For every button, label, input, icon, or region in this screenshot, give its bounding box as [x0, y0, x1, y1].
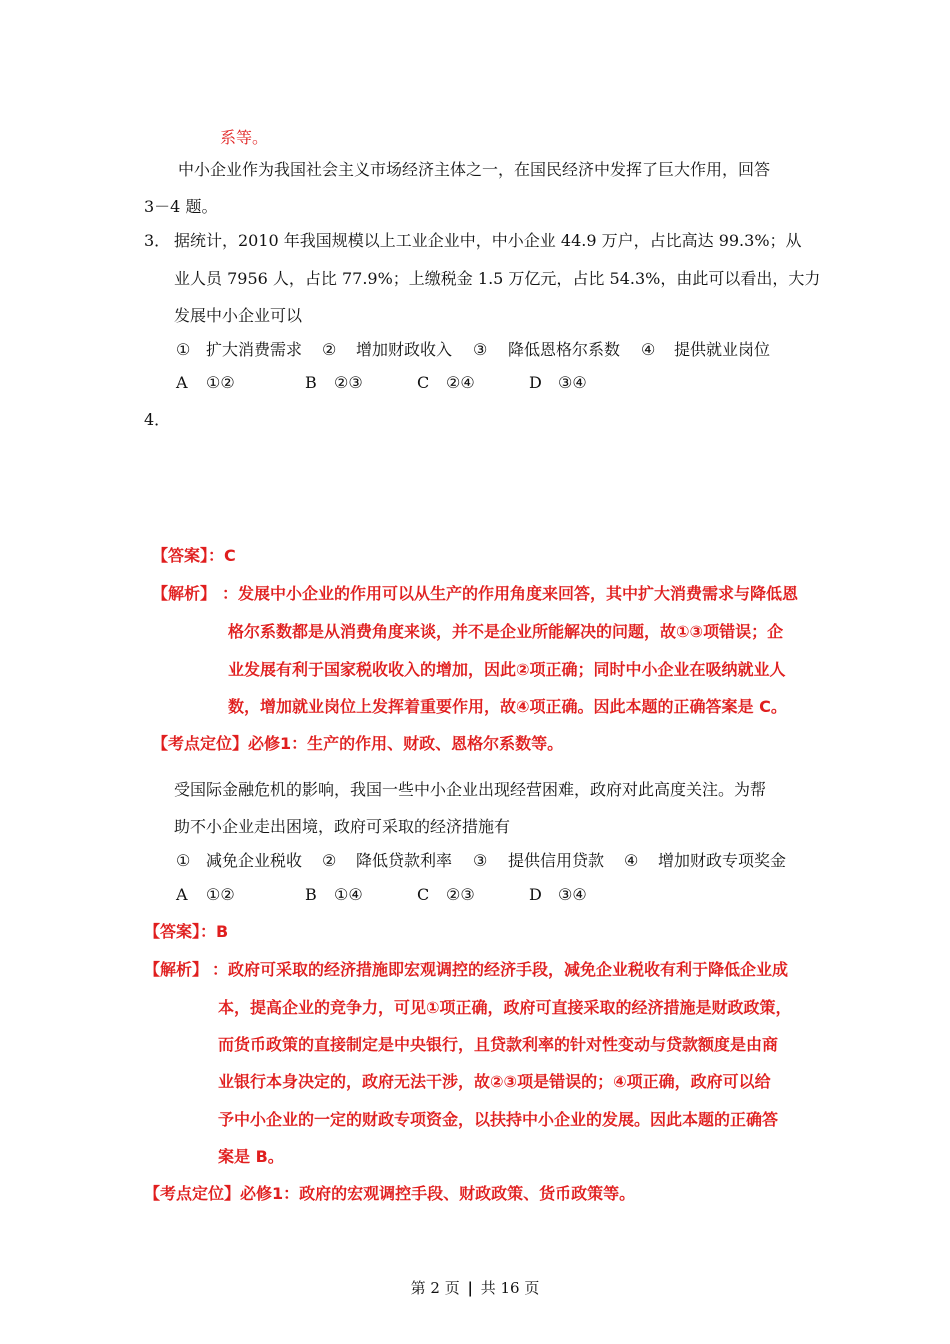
q4-exam-point [144, 1184, 635, 1204]
continued-text-fragment: 系等。 [220, 128, 269, 147]
q4-option-c-value: ②③ [446, 885, 475, 904]
q3-analysis-label: 【解析】 [152, 584, 217, 603]
q3-analysis-line-2: 格尔系数都是从消费角度来谈，并不是企业所能解决的问题，故①③项错误；企 [228, 622, 784, 641]
q4-item-4-text: 增加财政专项奖金 [658, 851, 787, 870]
q4-analysis-label: 【解析】 [144, 960, 209, 979]
q4-analysis-line-2: 本，提高企业的竞争力，可见①项正确，政府可直接采取的经济措施是财政政策， [218, 998, 792, 1017]
q4-item-4-mark: ④ [624, 851, 639, 870]
question-3-stem-line-2: 业人员 7956 人，占比 77.9%；上缴税金 1.5 万亿元，占比 54.3%，由此可以看出，大力 [174, 269, 821, 288]
question-3-stem-line-3: 发展中小企业可以 [174, 306, 303, 325]
q4-exam-point-label: 【考点定位】 [144, 1184, 241, 1203]
page-footer [0, 1278, 950, 1298]
q4-analysis-line-5: 予中小企业的一定的财政专项资金，以扶持中小企业的发展。因此本题的正确答 [218, 1110, 779, 1129]
q3-item-4-mark: ④ [641, 340, 656, 359]
q4-answer [144, 922, 228, 942]
q4-option-d-value: ③④ [558, 885, 587, 904]
question-3-number: 3． [144, 231, 171, 250]
q4-option-b-letter: B [305, 885, 317, 904]
footer-separator: | [467, 1279, 473, 1297]
q4-option-a-value: ①② [206, 885, 235, 904]
q4-option-c-letter: C [417, 885, 430, 904]
q4-item-1-mark: ① [176, 851, 191, 870]
q3-option-d-value: ③④ [558, 373, 587, 392]
q3-item-2-text: 增加财政收入 [356, 340, 453, 359]
q3-item-3-text: 降低恩格尔系数 [508, 340, 621, 359]
q4-analysis-line-1: ：政府可采取的经济措施即宏观调控的经济手段，减免企业税收有利于降低企业成 [212, 960, 789, 979]
q3-option-b-value: ②③ [334, 373, 363, 392]
q4-exam-point-text: 必修1：政府的宏观调控手段、财政政策、货币政策等。 [240, 1184, 636, 1203]
q3-item-3-mark: ③ [473, 340, 488, 359]
q3-item-4-text: 提供就业岗位 [674, 340, 771, 359]
q3-option-c-letter: C [417, 373, 430, 392]
q4-option-b-value: ①④ [334, 885, 363, 904]
question-4-stem-line-2: 助不小企业走出困境，政府可采取的经济措施有 [174, 817, 511, 836]
q3-option-a-value: ①② [206, 373, 235, 392]
q3-option-a-letter: A [176, 373, 188, 392]
q4-answer-value: ：B [200, 922, 229, 941]
q4-answer-label: 【答案】 [144, 922, 201, 941]
q4-option-a-letter: A [176, 885, 188, 904]
intro-line-2: 3－4 题。 [144, 197, 218, 216]
q3-option-b-letter: B [305, 373, 317, 392]
intro-line-1: 中小企业作为我国社会主义市场经济主体之一，在国民经济中发挥了巨大作用，回答 [178, 160, 771, 179]
q4-item-3-text: 提供信用贷款 [508, 851, 605, 870]
q3-answer [152, 546, 236, 566]
q4-item-1-text: 减免企业税收 [206, 851, 303, 870]
q3-analysis-line-1: ：发展中小企业的作用可以从生产的作用角度来回答，其中扩大消费需求与降低恩 [222, 584, 799, 603]
q3-item-1-text: 扩大消费需求 [206, 340, 303, 359]
q4-option-d-letter: D [529, 885, 542, 904]
q4-analysis-line-4: 业银行本身决定的，政府无法干涉，故②③项是错误的；④项正确，政府可以给 [218, 1072, 771, 1091]
q3-exam-point-label: 【考点定位】 [152, 734, 249, 753]
footer-page-number: 第 2 页 [410, 1279, 460, 1297]
q3-answer-value: ：C [208, 546, 236, 565]
question-3-stem-line-1: 据统计，2010 年我国规模以上工业企业中，中小企业 44.9 万户，占比高达 99.3%；从 [174, 231, 802, 250]
footer-total-pages: 共 16 页 [480, 1279, 540, 1297]
q3-exam-point-text: 必修1：生产的作用、财政、恩格尔系数等。 [248, 734, 564, 753]
q3-option-d-letter: D [529, 373, 542, 392]
q4-analysis-line-3: 而货币政策的直接制定是中央银行，且贷款利率的针对性变动与贷款额度是由商 [218, 1035, 779, 1054]
q4-item-3-mark: ③ [473, 851, 488, 870]
q3-exam-point [152, 734, 563, 754]
q3-analysis-line-4: 数，增加就业岗位上发挥着重要作用，故④项正确。因此本题的正确答案是 C。 [228, 697, 787, 716]
q3-option-c-value: ②④ [446, 373, 475, 392]
question-4-stem-line-1: 受国际金融危机的影响，我国一些中小企业出现经营困难，政府对此高度关注。为帮 [174, 780, 767, 799]
question-4-number: 4． [144, 410, 171, 429]
q3-analysis-line-3: 业发展有利于国家税收收入的增加，因此②项正确；同时中小企业在吸纳就业人 [228, 660, 786, 679]
q3-item-2-mark: ② [322, 340, 337, 359]
q4-item-2-mark: ② [322, 851, 337, 870]
q4-analysis-line-6: 案是 B。 [218, 1147, 284, 1166]
q3-answer-label: 【答案】 [152, 546, 209, 565]
q4-item-2-text: 降低贷款利率 [356, 851, 453, 870]
q3-item-1-mark: ① [176, 340, 191, 359]
